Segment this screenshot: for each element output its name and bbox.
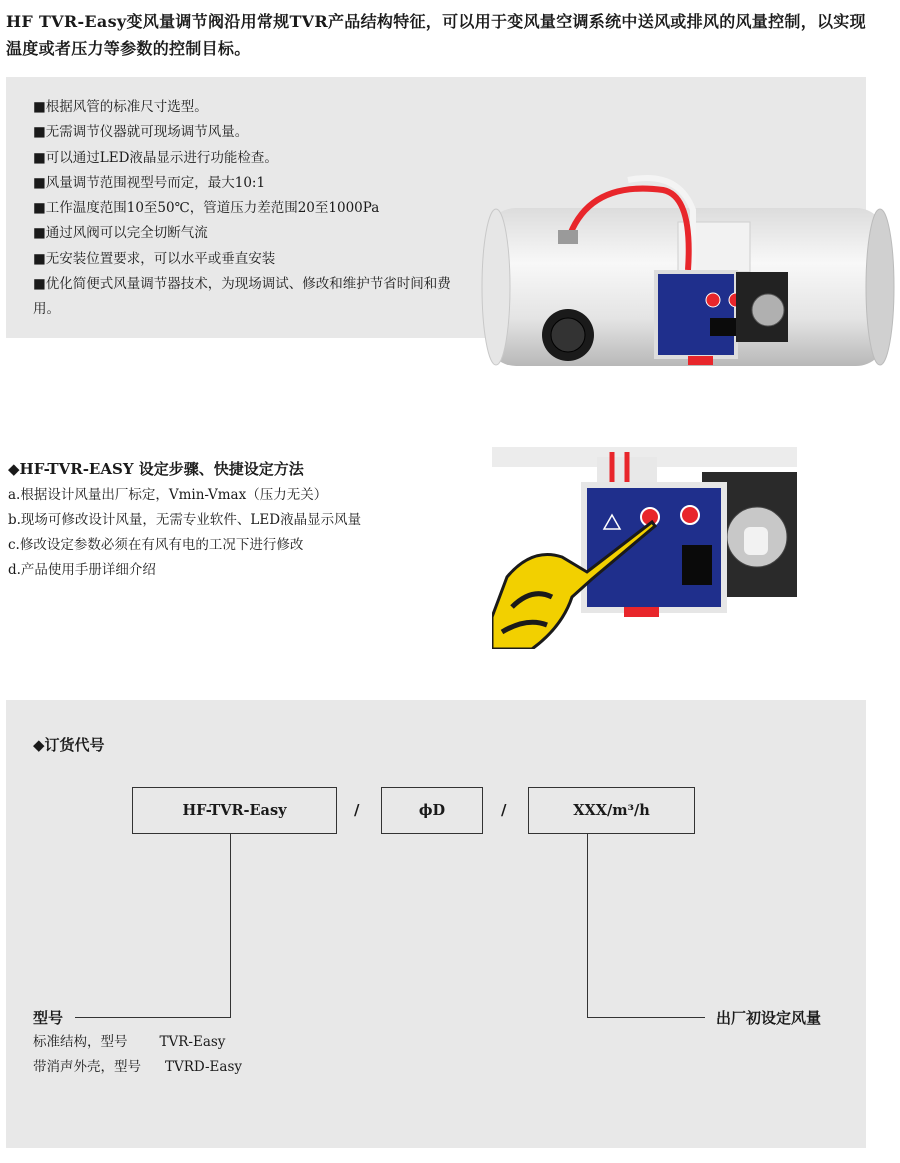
factory-flow-label: 出厂初设定风量 (716, 1009, 822, 1027)
damper-product-photo (478, 160, 898, 375)
setup-list (8, 483, 361, 583)
model-code-box: HF-TVR-Easy (132, 787, 337, 834)
list-item: a.根据设计风量出厂标定，Vmin-Vmax（压力无关） (8, 487, 328, 503)
separator-slash: / (501, 801, 507, 819)
flow-code-box: XXX/m³/h (528, 787, 695, 834)
model-label: 型号 (33, 1009, 64, 1027)
model-connector-line (75, 1017, 231, 1018)
feature-list (33, 95, 453, 323)
flow-connector-line (587, 1017, 705, 1018)
setup-heading: ◆HF-TVR-EASY 设定步骤、快捷设定方法 (8, 460, 304, 478)
intro-paragraph: HF TVR-Easy变风量调节阀沿用常规TVR产品结构特征，可以用于变风量空调系统中送风或排风的风量控制，以实现温度或者压力等参数的控制目标。 (6, 12, 866, 58)
list-item: b.现场可修改设计风量，无需专业软件、LED液晶显示风量 (8, 512, 362, 528)
model-connector-line (230, 834, 231, 1017)
list-item: ■无需调节仪器就可现场调节风量。 (33, 124, 249, 141)
adjustment-photo (492, 447, 797, 649)
model-desc: 带消声外壳，型号 (33, 1059, 141, 1075)
diameter-code-box: ϕD (381, 787, 483, 834)
separator-slash: / (354, 801, 360, 819)
list-item (33, 1055, 242, 1080)
list-item: ■根据风管的标准尺寸选型。 (33, 99, 208, 115)
list-item: ■风量调节范围视型号而定，最大10:1 (33, 174, 266, 191)
order-heading: ◆订货代号 (33, 736, 105, 754)
model-list (33, 1030, 242, 1080)
list-item: d.产品使用手册详细介绍 (8, 562, 156, 578)
model-code: TVRD-Easy (165, 1059, 243, 1075)
list-item: ■无安装位置要求，可以水平或垂直安装 (33, 250, 276, 267)
model-desc: 标准结构，型号 (33, 1034, 128, 1050)
flow-connector-line (587, 834, 588, 1017)
list-item: ■工作温度范围10至50℃，管道压力差范围20至1000Pa (33, 200, 380, 217)
list-item: ■通过风阀可以完全切断气流 (33, 225, 208, 242)
list-item: ■优化简便式风量调节器技术，为现场调试、修改和维护节省时间和费用。 (33, 276, 451, 318)
list-item: c.修改设定参数必须在有风有电的工况下进行修改 (8, 537, 304, 553)
model-code: TVR-Easy (159, 1034, 226, 1050)
order-code-panel (6, 700, 866, 1148)
list-item (33, 1030, 242, 1055)
list-item: ■可以通过LED液晶显示进行功能检查。 (33, 149, 278, 166)
